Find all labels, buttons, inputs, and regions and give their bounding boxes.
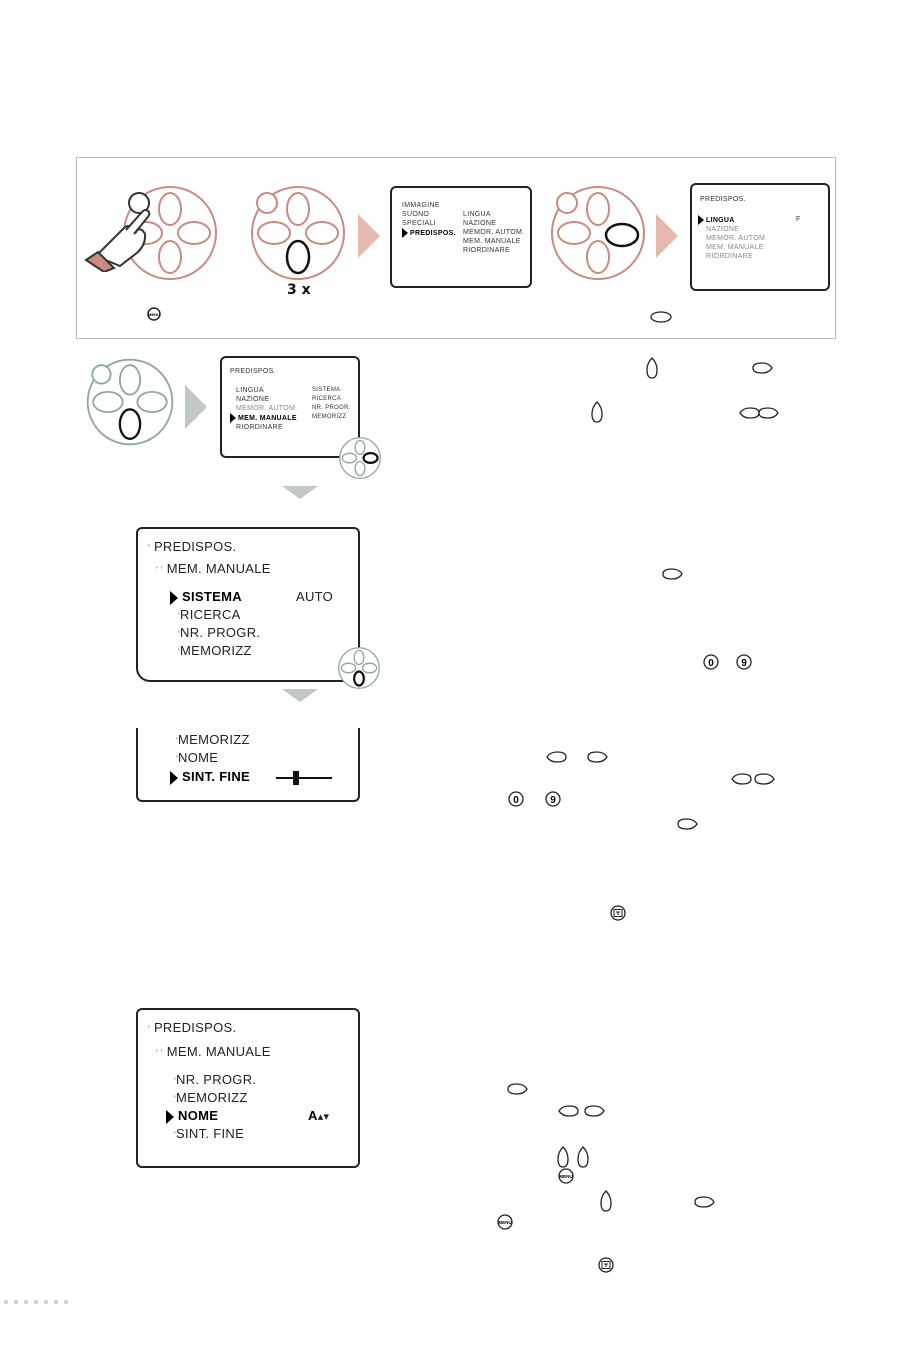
page-dot bbox=[64, 1300, 68, 1304]
setup-item: NAZIONE bbox=[706, 226, 740, 233]
menu-key-icon bbox=[558, 1168, 574, 1189]
fine-tune-slider bbox=[276, 777, 332, 779]
setup-item-selected: MEM. MANUALE bbox=[238, 414, 297, 422]
screen-title: PREDISPOS. bbox=[153, 1020, 237, 1035]
hand-icon bbox=[84, 200, 154, 272]
left-key-icon bbox=[558, 1104, 580, 1123]
setup-item: NAZIONE bbox=[236, 396, 270, 403]
remote-pad-icon bbox=[84, 356, 176, 448]
menu-item-selected: PREDISPOS. bbox=[410, 229, 456, 237]
submenu-item: LINGUA bbox=[463, 211, 491, 218]
manual-item: NR. PROGR. bbox=[176, 1072, 257, 1087]
manual-item: MEMORIZZ bbox=[176, 1090, 248, 1105]
up-key-icon bbox=[577, 1146, 589, 1173]
page-dot bbox=[44, 1300, 48, 1304]
screen-title: PREDISPOS. bbox=[230, 368, 276, 375]
remote-pad-icon bbox=[248, 183, 348, 283]
right-key-icon bbox=[586, 750, 608, 769]
digit-key-icon bbox=[736, 654, 752, 675]
manual-item: NR. PROGR. bbox=[180, 625, 261, 640]
left-key-icon bbox=[546, 750, 568, 769]
page-dot bbox=[24, 1300, 28, 1304]
language-value: F bbox=[796, 216, 801, 223]
remote-pad-icon bbox=[337, 646, 381, 690]
submenu-item: MEMOR. AUTOM. bbox=[463, 229, 525, 236]
name-screen: ' PREDISPOS. ' ' MEM. MANUALE 'NR. PROGR. 'MEMORIZZ NOME A▴▾ 'SINT. FINE bbox=[136, 1008, 360, 1168]
manual-item-selected: SISTEMA bbox=[182, 589, 242, 604]
up-key-icon bbox=[646, 357, 658, 384]
right-key-icon bbox=[753, 772, 775, 791]
submenu-item: RIORDINARE bbox=[463, 247, 510, 254]
pointer-icon bbox=[230, 413, 236, 423]
screen-title: PREDISPOS. bbox=[153, 539, 237, 554]
right-key-icon bbox=[676, 817, 698, 836]
svg-text:MENU: MENU bbox=[148, 312, 160, 317]
submenu-item: MEM. MANUALE bbox=[463, 238, 521, 245]
digit-key-icon bbox=[703, 654, 719, 675]
submenu-item: SISTEMA bbox=[312, 387, 341, 393]
up-key-icon bbox=[600, 1190, 612, 1217]
down-arrow bbox=[282, 689, 318, 702]
submenu-item: RICERCA bbox=[312, 396, 342, 402]
menu-item: SUONO bbox=[402, 211, 430, 218]
setup-item-selected: LINGUA bbox=[706, 216, 735, 224]
submenu-item: NR. PROGR. bbox=[312, 405, 351, 411]
manual-item: RICERCA bbox=[180, 607, 241, 622]
step-arrow bbox=[185, 385, 207, 429]
setup-item: MEMOR. AUTOM. bbox=[706, 235, 768, 242]
step-arrow bbox=[656, 214, 678, 258]
step-arrow bbox=[358, 214, 380, 258]
page-dot bbox=[34, 1300, 38, 1304]
remote-pad-icon bbox=[338, 436, 382, 480]
menu-item: SPECIALI bbox=[402, 220, 436, 227]
setup-screen bbox=[690, 183, 830, 291]
right-key-icon bbox=[757, 406, 779, 425]
manual-tuning-screen: ' PREDISPOS. ' ' MEM. MANUALE SISTEMA AUTO 'RICERCA 'NR. PROGR. 'MEMORIZZ bbox=[136, 527, 360, 682]
page-dot bbox=[54, 1300, 58, 1304]
setup-item: LINGUA bbox=[236, 387, 264, 394]
fine-tune-thumb bbox=[293, 771, 299, 785]
manual-item: SINT. FINE bbox=[176, 1126, 245, 1141]
page-dot bbox=[14, 1300, 18, 1304]
pointer-icon bbox=[170, 591, 178, 605]
menu-key-icon bbox=[147, 307, 161, 321]
manual-item: NOME bbox=[178, 750, 219, 765]
right-key-icon bbox=[583, 1104, 605, 1123]
right-key-icon bbox=[751, 361, 773, 380]
digit-key-icon bbox=[545, 791, 561, 812]
teletext-key-icon bbox=[609, 905, 627, 926]
system-value: AUTO bbox=[296, 589, 334, 604]
manual-item-selected: SINT. FINE bbox=[182, 769, 251, 784]
menu-item: IMMAGINE bbox=[402, 202, 440, 209]
submenu-item: MEMORIZZ bbox=[312, 414, 347, 420]
setup-item: MEMOR. AUTOM. bbox=[236, 405, 298, 412]
fine-tuning-screen: 'MEMORIZZ 'NOME SINT. FINE bbox=[136, 728, 360, 802]
left-key-icon bbox=[731, 772, 753, 791]
setup-item: RIORDINARE bbox=[236, 424, 283, 431]
svg-text:MENU: MENU bbox=[498, 1220, 512, 1225]
pointer-icon bbox=[402, 228, 408, 238]
pointer-icon bbox=[166, 1110, 174, 1124]
down-arrow bbox=[282, 486, 318, 499]
svg-text:9: 9 bbox=[741, 658, 747, 669]
name-char-value: A bbox=[308, 1108, 318, 1123]
repeat-count: 3 x bbox=[287, 282, 311, 298]
pointer-icon bbox=[170, 771, 178, 785]
up-down-icon: ▴▾ bbox=[317, 1111, 330, 1123]
main-menu-screen bbox=[390, 186, 532, 288]
pointer-icon bbox=[698, 215, 704, 225]
manual-item-selected: NOME bbox=[178, 1108, 219, 1123]
svg-text:0: 0 bbox=[708, 658, 714, 669]
remote-pad-icon bbox=[548, 183, 648, 283]
digit-key-icon bbox=[508, 791, 524, 812]
svg-text:9: 9 bbox=[550, 795, 556, 806]
manual-item: MEMORIZZ bbox=[180, 643, 252, 658]
setup-item: RIORDINARE bbox=[706, 253, 753, 260]
right-key-icon bbox=[650, 311, 672, 323]
page-dot bbox=[4, 1300, 8, 1304]
up-key-icon bbox=[591, 401, 603, 428]
manual-item: MEMORIZZ bbox=[178, 732, 250, 747]
submenu-item: NAZIONE bbox=[463, 220, 497, 227]
screen-subtitle: MEM. MANUALE bbox=[166, 561, 271, 576]
screen-subtitle: MEM. MANUALE bbox=[166, 1044, 271, 1059]
teletext-key-icon bbox=[597, 1257, 615, 1278]
setup-item: MEM. MANUALE bbox=[706, 244, 764, 251]
menu-key-icon bbox=[497, 1214, 513, 1235]
screen-title: PREDISPOS. bbox=[700, 196, 746, 203]
svg-text:0: 0 bbox=[513, 795, 519, 806]
right-key-icon bbox=[693, 1195, 715, 1214]
right-key-icon bbox=[506, 1082, 528, 1101]
right-key-icon bbox=[661, 567, 683, 586]
svg-text:MENU: MENU bbox=[559, 1174, 573, 1179]
